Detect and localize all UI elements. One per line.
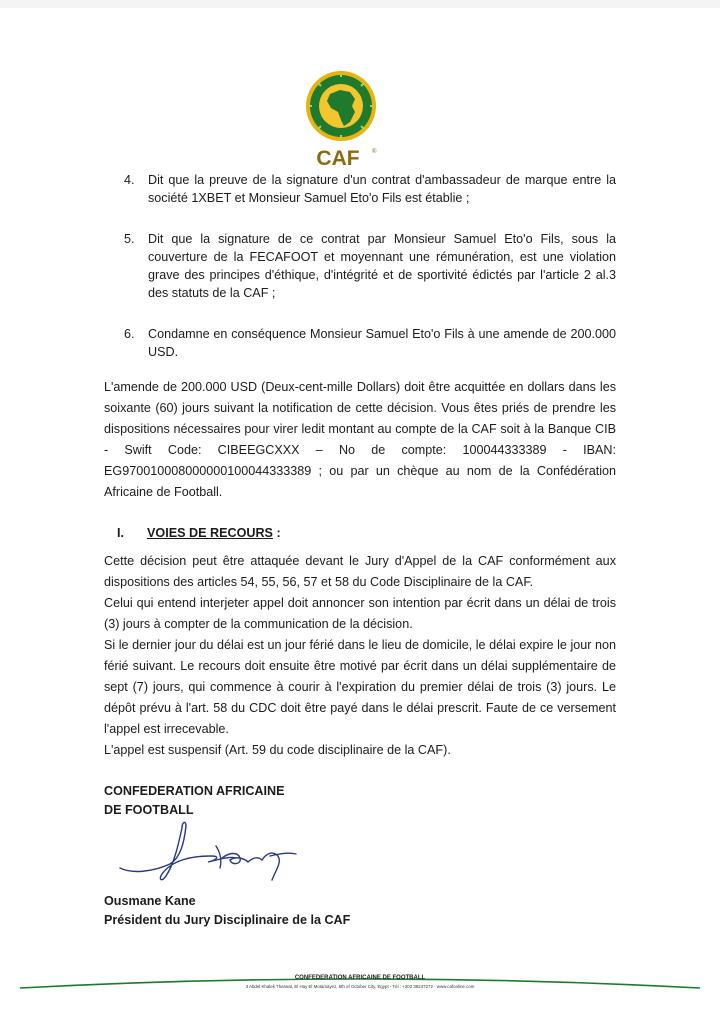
organization-line-2: DE FOOTBALL: [104, 803, 194, 817]
section-heading: [117, 526, 281, 540]
appeal-paragraph: Si le dernier jour du délai est un jour férié dans le lieu de domicile, le délai expire le jour non férié suivant. Le recours doit ensuite être motivé par écrit dans un délai supplémentaire de sept (7) jours, qui commence à courir à l'expiration du premier délai de trois (3) jours. Le dépôt prévu à l'art. 58 du CDC doit être payé dans le délai prescrit. Faute de ce versement l'appel est irrecevable.: [104, 638, 616, 736]
signer-block: [104, 892, 350, 930]
footer-divider: [0, 968, 720, 998]
footer-title: CONFEDERATION AFRICAINE DE FOOTBALL: [294, 975, 426, 981]
section-title: VOIES DE RECOURS: [147, 526, 273, 540]
decision-text: Dit que la signature de ce contrat par Monsieur Samuel Eto'o Fils, sous la couverture de la FECAFOOT et moyennant une rémunération, est une violation grave des principes d'éthique, d'intégrité et de sportivité édictés par l'article 2 al.3 des statuts de la CAF ;: [148, 232, 616, 300]
appeal-paragraph: L'appel est suspensif (Art. 59 du code disciplinaire de la CAF).: [104, 743, 451, 757]
fine-paragraph: L'amende de 200.000 USD (Deux-cent-mille Dollars) doit être acquittée en dollars dans les soixante (60) jours suivant la notification de cette décision. Vous êtes priés de prendre les dispositions nécessaires pour virer ledit montant au compte de la CAF soit à la Banque CIB - Swift Code: CIBEEGCXXX – No de compte: 100044333389 - IBAN: EG970010008000000100044333389 ; ou par un chèque au nom de la Confédération Africaine de Football.: [104, 380, 616, 499]
logo-text: CAF: [316, 147, 360, 170]
decision-item-5: [124, 230, 616, 302]
decision-text: Condamne en conséquence Monsieur Samuel Eto'o Fils à une amende de 200.000 USD.: [148, 327, 616, 359]
decision-text: Dit que la preuve de la signature d'un contrat d'ambassadeur de marque entre la société 1XBET et Monsieur Samuel Eto'o Fils est établie ;: [148, 173, 616, 205]
section-suffix: :: [272, 526, 281, 540]
caf-logo: [300, 68, 382, 174]
signer-name: Ousmane Kane: [104, 894, 196, 908]
decision-number: 4.: [124, 173, 135, 187]
appeal-text: [104, 551, 616, 761]
section-numeral: I.: [117, 526, 124, 540]
appeal-paragraph: Celui qui entend interjeter appel doit annoncer son intention par écrit dans un délai de trois (3) jours à compter de la communication de la décision.: [104, 596, 616, 631]
organization-name: [104, 782, 285, 820]
decision-list: [124, 171, 616, 384]
organization-line-1: CONFEDERATION AFRICAINE: [104, 784, 285, 798]
decision-number: 5.: [124, 232, 135, 246]
registered-mark: ®: [372, 149, 377, 155]
decision-number: 6.: [124, 327, 135, 341]
decision-item-4: [124, 171, 616, 207]
footer-address: 3 Abdel Khalek Tharwat, El Hay El Motamayez, 6th of October City, Egypt - Tél : +202 38247272 - www.cafonline.com: [245, 984, 475, 989]
handwritten-signature: [112, 816, 332, 896]
decision-item-6: [124, 325, 616, 361]
appeal-paragraph: Cette décision peut être attaquée devant le Jury d'Appel de la CAF conformément aux dispositions des articles 54, 55, 56, 57 et 58 du Code Disciplinaire de la CAF.: [104, 554, 616, 589]
signer-title: Président du Jury Disciplinaire de la CAF: [104, 913, 351, 927]
document-page: [0, 8, 720, 1020]
